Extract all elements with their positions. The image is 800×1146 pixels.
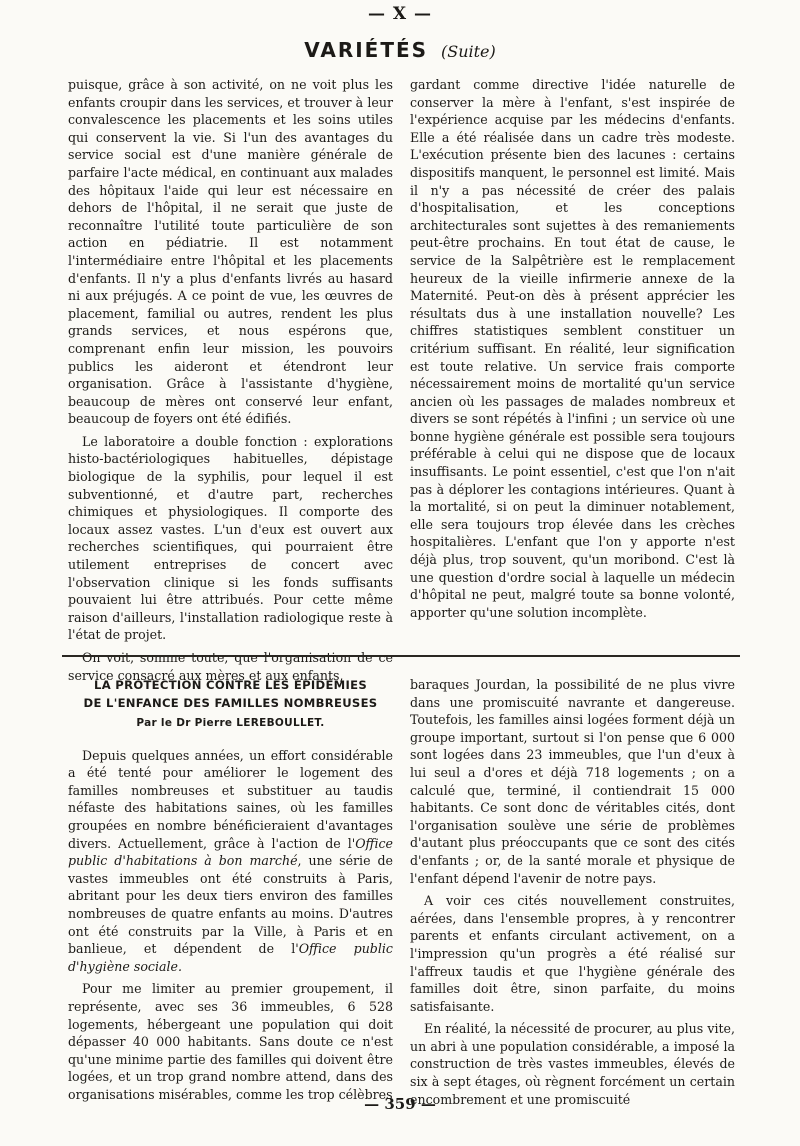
top-column-left xyxy=(68,76,393,689)
italic-run: Office public d'hygiène sociale. xyxy=(68,941,393,974)
article-title-line-2: DE L'ENFANCE DES FAMILLES NOMBREUSES xyxy=(83,696,378,710)
page-number: — 359 — xyxy=(364,1095,436,1113)
article-byline: Par le Dr Pierre LEREBOULLET. xyxy=(136,717,325,729)
paragraph: En réalité, la nécessité de procurer, au plus vite, un abri à une population considérable, a imposé la construction de très vastes immeubles, élevés de six à sept étages, où règnent forcément un certain encombrement et une promiscuité xyxy=(410,1021,735,1107)
paragraph: baraques Jourdan, la possibilité de ne plus vivre dans une promiscuité navrante et dangereuse. Toutefois, les familles ainsi logées forment déjà un groupe important, surtout si l'on pense que 6 000 sont logées dans 23 immeubles, que l'un d'eux à lui seul a d'ores et déjà 718 logements ; on a calculé que, terminé, il contiendrait 15 000 habitants. Ce sont donc de véritables cités, dont l'organisation soulève une série de problèmes d'autant plus préoccupants que ce sont des cités d'enfants ; or, de la santé morale et physique de l'enfant dépend l'avenir de notre pays. xyxy=(410,677,735,886)
article-column-left xyxy=(68,676,393,1108)
paragraph: A voir ces cités nouvellement construites, aérées, dans l'ensemble propres, à y rencontrer parents et enfants circulant activement, on a l'impression qu'un progrès a été réalisé sur l'affreux taudis et que l'hygiène générale des familles doit être, sinon parfaite, du moins satisfaisante. xyxy=(410,893,735,1014)
paragraph: On voit, somme toute, que l'organisation de ce service consacré aux mères et aux enfants, xyxy=(68,650,393,683)
italic-run: Office public d'habitations à bon marché xyxy=(68,835,393,869)
paragraph: gardant comme directive l'idée naturelle de conserver la mère à l'enfant, s'est inspirée de l'expérience acquise par les médecins d'enfants. Elle a été réalisée dans un cadre très modeste. L'exécution présente bien des lacunes : certains dispositifs manquent, le personnel est limité. Mais il n'y a pas nécessité de créer des palais d'hospitalisation, et les conceptions architecturales sont sujettes à des remaniements peut-être prochains. En tout état de cause, le service de la Salpêtrière est le remplacement heureux de la vieille infirmerie annexe de la Maternité. Peut-on dès à présent apprécier les résultats dus à une installation nouvelle? Les chiffres statistiques semblent constituer un critérium suffisant. En réalité, leur signification est toute relative. Un service frais comporte nécessairement moins de mortalité qu'un service ancien où les passages de malades nombreux et divers se sont répétés à l'infini ; un service où une bonne hygiène générale est possible sera toujours préférable à celui qui ne dispose que de locaux insuffisants. Le point essentiel, c'est que l'on n'ait pas à déplorer les contagions intérieures. Quant à la mortalité, si on peut la diminuer notablement, elle sera toujours trop élevée dans les crèches hospitalières. L'enfant que l'on y apporte n'est déjà plus, trop souvent, qu'un moribond. C'est là une question d'ordre social à laquelle un médecin d'hôpital ne peut, malgré toute sa bonne volonté, apporter qu'une solution incomplète. xyxy=(410,77,735,620)
section-suffix: (Suite) xyxy=(441,42,496,61)
section-title: VARIÉTÉS xyxy=(304,38,429,62)
paragraph: Pour me limiter au premier groupement, il représente, avec ses 36 immeubles, 6 528 logements, hébergeant une population qui doit dépasser 40 000 habitants. Sans doute ce n'est qu'une minime partie des familles qui doivent être logées, et un trop grand nombre attend, dans des organisations misérables, comme les trop célèbres xyxy=(68,981,393,1102)
top-column-right xyxy=(410,76,735,626)
paragraph xyxy=(68,747,393,976)
paragraph: Le laboratoire a double fonction : explorations histo-bactériologiques habituelles, dépistage biologique de la syphilis, pour lequel il est subventionné, et d'autre part, recherches chimiques et physiologiques. Il comporte des locaux assez vastes. L'un d'eux est ouvert aux recherches scientifiques, qui pourraient être utilement entreprises de concert avec l'observation clinique si les fonds suffisants pouvaient lui être attribués. Pour cette même raison d'ailleurs, l'installation radiologique reste à l'état de projet. xyxy=(68,433,393,643)
article-title-line-1: LA PROTECTION CONTRE LES ÉPIDÉMIES xyxy=(94,678,367,692)
article-column-right xyxy=(410,676,735,1113)
running-head xyxy=(0,38,800,62)
text-run: , une série de vastes immeubles ont été construits à Paris, abritant pour les deux tiers environ des familles nombreuses de quatre enfants au moins. D'autres ont été construits par la Ville, à Paris et en banlieue, et dépendent de l' xyxy=(68,853,393,957)
text-run: Depuis quelques années, un effort considérable a été tenté pour améliorer le logement des familles nombreuses et substituer au taudis néfaste des habitations saines, où les familles groupées en nombre bénéficieraient d'avantages divers. Actuellement, grâce à l'action de l' xyxy=(68,747,393,851)
paragraph: puisque, grâce à son activité, on ne voit plus les enfants croupir dans les services, et trouver à leur convalescence les placements et les soins utiles qui conservent la vie. Si l'un des avantages du service social est d'une manière générale de parfaire l'acte médical, en continuant aux malades des hôpitaux l'aide qui leur est nécessaire en dehors de l'hôpital, il ne serait que juste de reconnaître l'utilité toute particulière de son action en pédiatrie. Il est notamment l'intermédiaire entre l'hôpital et les placements d'enfants. Il n'y a plus d'enfants livrés au hasard ni aux préjugés. A ce point de vue, les œuvres de placement, familial ou autres, rendent les plus grands services, et nous espérons que, comprenant enfin leur mission, les pouvoirs publics les aideront et étendront leur organisation. Grâce à l'assistante d'hygiène, beaucoup de mères ont conservé leur enfant, beaucoup de foyers ont été édifiés. xyxy=(68,77,393,427)
page-roman-numeral: — X — xyxy=(367,4,433,24)
section-divider xyxy=(62,655,740,657)
article-title xyxy=(68,676,393,712)
